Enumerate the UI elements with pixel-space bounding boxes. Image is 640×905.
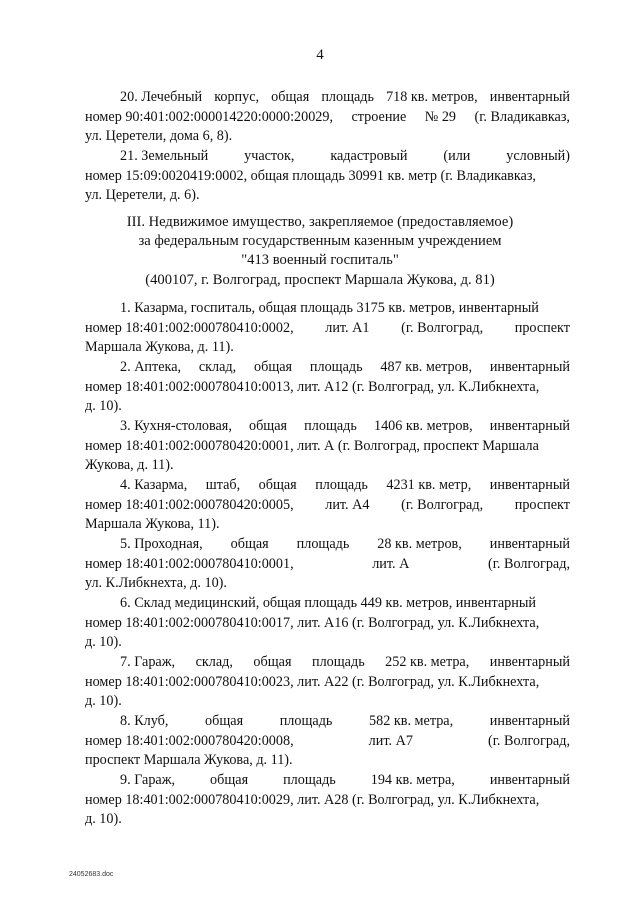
property-item-3 [85,417,570,476]
text-fragment: площадь [309,359,363,375]
text-fragment: 252 кв. метра, [385,654,470,670]
text-fragment: (г. Волгоград, [487,732,570,749]
text-fragment: склад, [195,654,233,670]
text-fragment: 9. Гараж, [120,772,176,788]
text-line [85,810,570,830]
text-fragment: общая [205,713,244,729]
text-fragment: номер 18:401:002:000780410:0023, лит. А22 (г. Волгоград, ул. К.Либкнехта, [85,673,540,690]
text-fragment: номер 18:401:002:000780410:0013, лит. А12 (г. Волгоград, ул. К.Либкнехта, [85,378,540,395]
text-fragment: площадь [283,772,336,788]
text-fragment: площадь [279,713,333,729]
text-fragment: корпус, [214,89,260,105]
text-fragment: общая [210,772,249,788]
text-fragment: общая [271,89,310,105]
text-fragment: ул. Церетели, д. 6). [85,187,200,203]
text-line [85,594,570,614]
text-fragment: (г. Волгоград, [487,555,570,572]
heading-line: III. Недвижимое имущество, закрепляемое (предоставляемое) [126,214,514,230]
text-fragment: 28 кв. метров, [377,536,462,552]
text-fragment: 4231 кв. метр, [386,477,472,493]
text-fragment: номер 18:401:002:000780410:0001, [85,555,294,572]
text-fragment: 2. Аптека, [120,359,182,375]
text-fragment: инвентарный [489,654,570,670]
text-fragment: 8. Клуб, [120,713,169,729]
text-line [85,614,570,634]
text-fragment: площадь [321,89,374,105]
text-fragment: лит. А4 [325,496,370,513]
text-fragment: 3. Кухня-столовая, [120,418,232,434]
property-item-6 [85,594,570,653]
text-fragment: номер 15:09:0020419:0002, общая площадь 30991 кв. метр (г. Владикавказ, [85,167,536,184]
text-line [85,633,570,653]
section-heading [60,213,580,290]
text-line [85,127,570,147]
text-line [85,167,570,187]
text-fragment: 582 кв. метра, [369,713,454,729]
property-item-8 [85,712,570,771]
text-fragment: д. 10). [85,811,122,827]
text-fragment: 5. Проходная, [120,536,203,552]
text-line [85,88,570,108]
text-fragment: номер 18:401:002:000780420:0008, [85,732,294,749]
text-fragment: (г. Волгоград, [401,319,484,336]
text-fragment: общая [258,477,297,493]
text-fragment: лит. А [372,555,410,572]
text-line [85,535,570,555]
text-line [85,358,570,378]
text-line [85,338,570,358]
text-fragment: № 29 [424,108,457,125]
text-fragment: общая [254,359,293,375]
heading-line: "413 военный госпиталь" [241,252,399,269]
property-item-7 [85,653,570,712]
property-item-1 [85,299,570,358]
text-fragment: ул. Церетели, дома 6, 8). [85,128,233,144]
text-line [85,437,570,457]
property-item-9 [85,771,570,830]
property-item-5 [85,535,570,594]
text-fragment: Жукова, д. 11). [85,457,174,473]
text-fragment: Маршала Жукова, д. 11). [85,339,234,355]
text-fragment: инвентарный [489,418,570,434]
text-fragment: д. 10). [85,398,122,414]
text-fragment: лит. А7 [368,732,413,749]
text-fragment: Маршала Жукова, 11). [85,516,220,532]
text-line [85,186,570,206]
text-line [85,319,570,339]
text-line [85,732,570,752]
text-fragment: номер 18:401:002:000780410:0017, лит. А16 (г. Волгоград, ул. К.Либкнехта, [85,614,540,631]
text-fragment: штаб, [205,477,241,493]
page-number: 4 [316,47,324,63]
text-line [85,515,570,535]
file-name-footer: 24052683.doc [69,871,114,878]
text-fragment: д. 10). [85,693,122,709]
text-line [85,673,570,693]
text-fragment: кадастровый [330,148,408,164]
text-fragment: номер 18:401:002:000780410:0002, [85,319,294,336]
property-item-2 [85,358,570,417]
text-line [85,378,570,398]
text-line [85,456,570,476]
item-paragraph-1 [85,88,570,147]
text-line [85,397,570,417]
text-fragment: общая [249,418,288,434]
text-fragment: 6. Склад медицинский, общая площадь 449 кв. метров, инвентарный [120,595,536,611]
text-fragment: проспект [514,319,570,336]
text-fragment: условный) [506,148,570,164]
text-line [85,147,570,167]
text-fragment: номер 18:401:002:000780410:0029, лит. А28 (г. Волгоград, ул. К.Либкнехта, [85,791,540,808]
text-fragment: 21. Земельный [120,148,209,164]
text-fragment: 20. Лечебный [120,89,203,105]
text-fragment: номер 18:401:002:000780420:0001, лит. А (г. Волгоград, проспект Маршала [85,437,539,454]
text-fragment: склад, [198,359,237,375]
text-fragment: инвентарный [489,536,570,552]
text-fragment: инвентарный [489,772,570,788]
text-fragment: д. 10). [85,634,122,650]
property-item-4 [85,476,570,535]
text-fragment: участок, [244,148,295,164]
text-fragment: площадь [311,654,365,670]
text-line [85,476,570,496]
text-fragment: 7. Гараж, [120,654,176,670]
text-fragment: проспект Маршала Жукова, д. 11). [85,752,293,768]
text-fragment: 1406 кв. метров, [373,418,473,434]
text-fragment: инвентарный [489,713,570,729]
text-fragment: инвентарный [489,477,570,493]
text-fragment: (г. Владикавказ, [474,108,570,125]
text-fragment: номер 90:401:002:000014220:0000:20029, [85,108,334,125]
text-fragment: инвентарный [489,89,570,105]
text-fragment: площадь [296,536,350,552]
text-line [85,791,570,811]
text-line [85,771,570,791]
text-fragment: 718 кв. метров, [386,89,478,105]
text-fragment: 487 кв. метров, [380,359,472,375]
heading-line: (400107, г. Волгоград, проспект Маршала Жукова, д. 81) [145,271,495,288]
text-line [85,712,570,732]
item-paragraph-2 [85,147,570,206]
text-line [85,574,570,594]
text-fragment: площадь [304,418,357,434]
text-fragment: общая [230,536,269,552]
text-line [85,299,570,319]
text-line [85,751,570,771]
text-fragment: 1. Казарма, госпиталь, общая площадь 3175 кв. метров, инвентарный [120,300,539,316]
text-fragment: лит. А1 [325,319,370,336]
text-line [85,496,570,516]
text-fragment: ул. К.Либкнехта, д. 10). [85,575,227,591]
text-fragment: (или [443,148,471,164]
text-fragment: проспект [514,496,570,513]
text-fragment: площадь [315,477,368,493]
heading-line: за федеральным государственным казенным учреждением [138,233,502,250]
text-fragment: номер 18:401:002:000780420:0005, [85,496,294,513]
text-fragment: (г. Волгоград, [401,496,484,513]
text-fragment: 4. Казарма, [120,477,188,493]
text-fragment: строение [351,108,407,125]
text-line [85,692,570,712]
text-line [85,108,570,128]
text-line [85,653,570,673]
text-line [85,555,570,575]
text-fragment: общая [253,654,292,670]
text-fragment: инвентарный [489,359,570,375]
text-line [85,417,570,437]
text-fragment: 194 кв. метра, [370,772,455,788]
